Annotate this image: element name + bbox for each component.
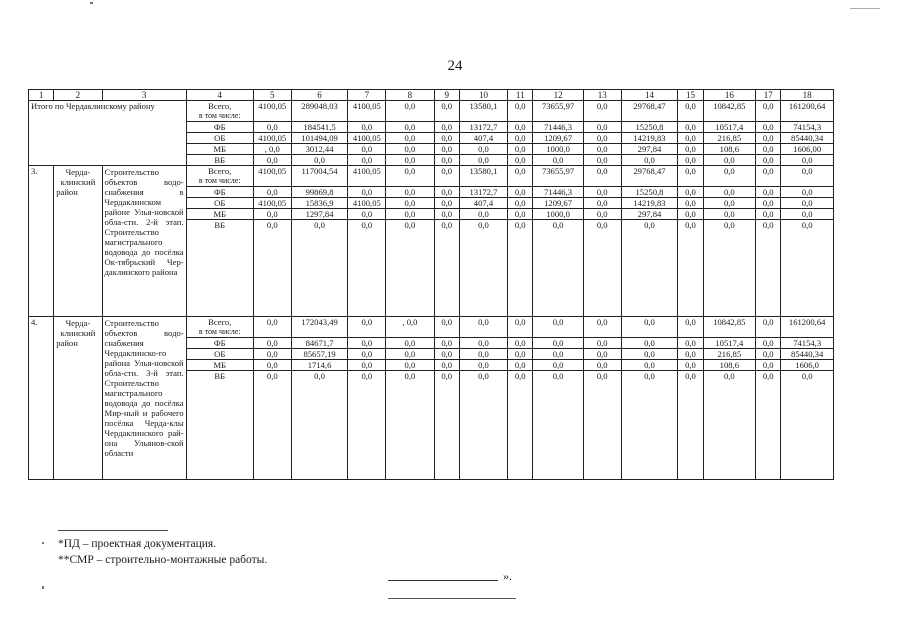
item-number: 3. <box>29 166 54 317</box>
value-cell: 0,0 <box>508 133 533 144</box>
value-cell: 0,0 <box>291 155 348 166</box>
value-cell: 0,0 <box>756 220 781 317</box>
header-cell: 4 <box>186 90 253 101</box>
value-cell: 0,0 <box>781 166 834 187</box>
scan-speck <box>42 542 44 544</box>
scan-speck <box>850 8 880 9</box>
value-cell: 0,0 <box>756 187 781 198</box>
value-cell: 0,0 <box>621 371 678 480</box>
value-cell: 0,0 <box>434 155 459 166</box>
value-cell: 15836,9 <box>291 198 348 209</box>
value-cell: 0,0 <box>703 155 756 166</box>
value-cell: 71446,3 <box>533 187 583 198</box>
value-cell: 0,0 <box>253 349 291 360</box>
value-cell: 0,0 <box>434 144 459 155</box>
value-cell: 0,0 <box>459 317 507 338</box>
funding-source-sub: в том числе: <box>198 176 241 185</box>
value-cell: 297,84 <box>621 144 678 155</box>
value-cell: , 0,0 <box>386 317 434 338</box>
value-cell: 0,0 <box>386 371 434 480</box>
value-cell: 0,0 <box>583 133 621 144</box>
funding-source: Всего, <box>208 166 232 176</box>
value-cell: 0,0 <box>678 133 703 144</box>
value-cell: 0,0 <box>781 209 834 220</box>
value-cell: 108,6 <box>703 144 756 155</box>
value-cell: 0,0 <box>583 101 621 122</box>
value-cell: 0,0 <box>678 220 703 317</box>
value-cell: 4100,05 <box>348 133 386 144</box>
value-cell: 0,0 <box>386 198 434 209</box>
header-cell: 3 <box>102 90 186 101</box>
funding-source-cell <box>186 187 253 198</box>
value-cell: 0,0 <box>583 144 621 155</box>
funding-source-cell <box>186 209 253 220</box>
value-cell: 0,0 <box>459 220 507 317</box>
value-cell: 0,0 <box>459 209 507 220</box>
header-cell: 12 <box>533 90 583 101</box>
value-cell: 0,0 <box>756 144 781 155</box>
header-cell: 2 <box>54 90 102 101</box>
value-cell: 1000,0 <box>533 209 583 220</box>
funding-source: ФБ <box>213 122 226 132</box>
funding-source: ВБ <box>214 155 226 165</box>
value-cell: 0,0 <box>386 122 434 133</box>
funding-source-cell <box>186 155 253 166</box>
signature-line-2 <box>388 598 516 599</box>
value-cell: 0,0 <box>533 371 583 480</box>
value-cell: 0,0 <box>434 166 459 187</box>
value-cell: 0,0 <box>678 360 703 371</box>
value-cell: 0,0 <box>348 349 386 360</box>
value-cell: 216,85 <box>703 133 756 144</box>
value-cell: 0,0 <box>434 198 459 209</box>
value-cell: 0,0 <box>533 155 583 166</box>
header-cell: 15 <box>678 90 703 101</box>
header-cell: 14 <box>621 90 678 101</box>
value-cell: 0,0 <box>386 349 434 360</box>
value-cell: 0,0 <box>386 338 434 349</box>
header-cell: 1 <box>29 90 54 101</box>
value-cell: 85440,34 <box>781 133 834 144</box>
value-cell: 0,0 <box>781 187 834 198</box>
value-cell: 0,0 <box>386 187 434 198</box>
value-cell: 0,0 <box>508 122 533 133</box>
value-cell: 0,0 <box>434 133 459 144</box>
value-cell: 0,0 <box>459 144 507 155</box>
value-cell: 0,0 <box>508 371 533 480</box>
value-cell: 0,0 <box>678 155 703 166</box>
signature-line <box>388 580 498 581</box>
funding-source-cell <box>186 144 253 155</box>
value-cell: 13580,1 <box>459 166 507 187</box>
funding-source-cell <box>186 371 253 480</box>
header-cell: 18 <box>781 90 834 101</box>
scan-speck <box>42 586 44 589</box>
value-cell: 13172,7 <box>459 187 507 198</box>
funding-source: МБ <box>213 144 227 154</box>
value-cell: 0,0 <box>756 166 781 187</box>
value-cell: 0,0 <box>703 209 756 220</box>
header-cell: 9 <box>434 90 459 101</box>
value-cell: 0,0 <box>756 122 781 133</box>
value-cell: 0,0 <box>756 317 781 338</box>
value-cell: 10842,85 <box>703 101 756 122</box>
value-cell: 0,0 <box>434 122 459 133</box>
value-cell: 1714,6 <box>291 360 348 371</box>
value-cell: 0,0 <box>348 317 386 338</box>
value-cell: 0,0 <box>508 338 533 349</box>
header-cell: 7 <box>348 90 386 101</box>
value-cell: 0,0 <box>533 220 583 317</box>
value-cell: 0,0 <box>703 187 756 198</box>
value-cell: 108,6 <box>703 360 756 371</box>
value-cell: 13172,7 <box>459 122 507 133</box>
value-cell: 1209,67 <box>533 133 583 144</box>
value-cell: 0,0 <box>583 317 621 338</box>
header-cell: 16 <box>703 90 756 101</box>
funding-source: ФБ <box>213 187 226 197</box>
value-cell: 0,0 <box>508 144 533 155</box>
value-cell: 73655,97 <box>533 101 583 122</box>
value-cell: 13580,1 <box>459 101 507 122</box>
value-cell: 0,0 <box>621 338 678 349</box>
funding-source: ОБ <box>214 198 226 208</box>
value-cell: 0,0 <box>621 317 678 338</box>
value-cell: 0,0 <box>621 155 678 166</box>
value-cell: 0,0 <box>621 220 678 317</box>
value-cell: 0,0 <box>678 371 703 480</box>
value-cell: 0,0 <box>434 338 459 349</box>
funding-source: ВБ <box>214 220 226 230</box>
value-cell: 0,0 <box>291 371 348 480</box>
value-cell: 0,0 <box>756 209 781 220</box>
value-cell: 0,0 <box>678 101 703 122</box>
item-row <box>29 317 834 338</box>
value-cell: 4100,05 <box>253 101 291 122</box>
value-cell: 0,0 <box>703 220 756 317</box>
value-cell: 0,0 <box>583 198 621 209</box>
value-cell: 0,0 <box>253 122 291 133</box>
header-cell: 8 <box>386 90 434 101</box>
value-cell: 0,0 <box>459 349 507 360</box>
value-cell: 0,0 <box>348 209 386 220</box>
value-cell: 0,0 <box>386 144 434 155</box>
value-cell: 0,0 <box>253 155 291 166</box>
funding-source: Всего, <box>208 317 232 327</box>
value-cell: 0,0 <box>703 198 756 209</box>
value-cell: 4100,05 <box>253 198 291 209</box>
value-cell: 1000,0 <box>533 144 583 155</box>
value-cell: 0,0 <box>703 166 756 187</box>
value-cell: 0,0 <box>781 371 834 480</box>
value-cell: 0,0 <box>756 133 781 144</box>
item-number: 4. <box>29 317 54 480</box>
value-cell: 0,0 <box>348 338 386 349</box>
value-cell: 0,0 <box>583 187 621 198</box>
value-cell: 4100,05 <box>348 101 386 122</box>
value-cell: 0,0 <box>533 317 583 338</box>
value-cell: 407,4 <box>459 133 507 144</box>
value-cell: 0,0 <box>253 187 291 198</box>
value-cell: 0,0 <box>756 371 781 480</box>
value-cell: 1209,67 <box>533 198 583 209</box>
value-cell: 0,0 <box>678 317 703 338</box>
value-cell: 0,0 <box>253 360 291 371</box>
value-cell: 297,84 <box>621 209 678 220</box>
footnote-1: *ПД – проектная документация. <box>58 538 217 550</box>
value-cell: 0,0 <box>348 122 386 133</box>
footnote-2: **СМР – строительно-монтажные работы. <box>58 554 268 566</box>
value-cell: 0,0 <box>253 209 291 220</box>
funding-source: Всего, <box>208 101 232 111</box>
header-cell: 11 <box>508 90 533 101</box>
value-cell: 184541,5 <box>291 122 348 133</box>
item-row <box>29 166 834 187</box>
value-cell: 0,0 <box>678 144 703 155</box>
funding-source-cell <box>186 360 253 371</box>
value-cell: 0,0 <box>348 187 386 198</box>
value-cell: 0,0 <box>386 360 434 371</box>
funding-source-sub: в том числе: <box>198 111 241 120</box>
header-cell: 17 <box>756 90 781 101</box>
value-cell: 29768,47 <box>621 101 678 122</box>
funding-source-cell <box>186 133 253 144</box>
header-cell: 13 <box>583 90 621 101</box>
value-cell: 10517,4 <box>703 338 756 349</box>
value-cell: 0,0 <box>348 155 386 166</box>
total-label: Итого по Чердаклинскому району <box>29 101 187 166</box>
funding-source-cell <box>186 349 253 360</box>
value-cell: 0,0 <box>253 220 291 317</box>
value-cell: 0,0 <box>386 133 434 144</box>
value-cell: 0,0 <box>583 122 621 133</box>
header-cell: 10 <box>459 90 507 101</box>
value-cell: 0,0 <box>678 187 703 198</box>
funding-source-cell <box>186 220 253 317</box>
value-cell: 0,0 <box>781 198 834 209</box>
value-cell: 0,0 <box>781 155 834 166</box>
value-cell: 0,0 <box>583 166 621 187</box>
value-cell: 10517,4 <box>703 122 756 133</box>
total-row <box>29 101 834 122</box>
value-cell: 0,0 <box>756 360 781 371</box>
value-cell: 0,0 <box>533 360 583 371</box>
value-cell: 4100,05 <box>348 198 386 209</box>
value-cell: 0,0 <box>508 101 533 122</box>
value-cell: 0,0 <box>583 209 621 220</box>
value-cell: 161200,64 <box>781 101 834 122</box>
value-cell: 0,0 <box>781 220 834 317</box>
value-cell: 0,0 <box>459 155 507 166</box>
footnotes <box>58 536 267 568</box>
value-cell: 0,0 <box>459 338 507 349</box>
header-cell: 5 <box>253 90 291 101</box>
value-cell: 0,0 <box>756 198 781 209</box>
funding-source: МБ <box>213 209 227 219</box>
value-cell: 0,0 <box>678 198 703 209</box>
value-cell: 14219,83 <box>621 198 678 209</box>
value-cell: 1606,0 <box>781 360 834 371</box>
value-cell: 73655,97 <box>533 166 583 187</box>
value-cell: 0,0 <box>348 360 386 371</box>
value-cell: 0,0 <box>533 338 583 349</box>
value-cell: 0,0 <box>434 317 459 338</box>
value-cell: 0,0 <box>386 155 434 166</box>
value-cell: 0,0 <box>386 220 434 317</box>
funding-source-cell <box>186 101 253 122</box>
value-cell: 0,0 <box>434 187 459 198</box>
value-cell: 0,0 <box>583 155 621 166</box>
scan-speck <box>90 2 93 4</box>
funding-table <box>28 89 834 480</box>
value-cell: 4100,05 <box>348 166 386 187</box>
value-cell: 0,0 <box>434 371 459 480</box>
value-cell: 0,0 <box>434 101 459 122</box>
header-row <box>29 90 834 101</box>
value-cell: 117004,54 <box>291 166 348 187</box>
value-cell: 0,0 <box>508 166 533 187</box>
funding-source-cell <box>186 166 253 187</box>
value-cell: 0,0 <box>756 155 781 166</box>
value-cell: 0,0 <box>756 101 781 122</box>
value-cell: 99869,8 <box>291 187 348 198</box>
value-cell: 289048,03 <box>291 101 348 122</box>
value-cell: 4100,05 <box>253 133 291 144</box>
value-cell: 0,0 <box>508 349 533 360</box>
value-cell: 0,0 <box>459 360 507 371</box>
value-cell: 0,0 <box>386 166 434 187</box>
value-cell: 0,0 <box>434 209 459 220</box>
funding-source-cell <box>186 338 253 349</box>
value-cell: 0,0 <box>348 144 386 155</box>
footnote-rule <box>58 530 168 531</box>
item-description: Строительство объектов водо-снабжения в Чердаклинском районе Улья-новской обла-сти. 2-й этап. Строительство магистрального водовода до посёлка Ок-тябрьский Чер-даклинского района <box>102 166 186 317</box>
value-cell: 0,0 <box>508 187 533 198</box>
value-cell: 0,0 <box>508 360 533 371</box>
value-cell: 101494,09 <box>291 133 348 144</box>
value-cell: 0,0 <box>703 371 756 480</box>
value-cell: 0,0 <box>508 198 533 209</box>
value-cell: 15250,8 <box>621 187 678 198</box>
value-cell: 74154,3 <box>781 338 834 349</box>
value-cell: 0,0 <box>678 122 703 133</box>
value-cell: 0,0 <box>583 220 621 317</box>
funding-source-cell <box>186 122 253 133</box>
value-cell: 0,0 <box>434 349 459 360</box>
value-cell: 0,0 <box>253 338 291 349</box>
value-cell: 0,0 <box>533 349 583 360</box>
value-cell: 15250,8 <box>621 122 678 133</box>
funding-source-sub: в том числе: <box>198 327 241 336</box>
item-district: Черда-клинский район <box>54 166 102 317</box>
value-cell: 85440,34 <box>781 349 834 360</box>
value-cell: 0,0 <box>678 166 703 187</box>
value-cell: 4100,05 <box>253 166 291 187</box>
funding-source: ОБ <box>214 349 226 359</box>
value-cell: 0,0 <box>508 209 533 220</box>
value-cell: 161200,64 <box>781 317 834 338</box>
value-cell: 0,0 <box>508 317 533 338</box>
item-description: Строительство объектов водо-снабжения Чердаклинско-го района Улья-новской обла-сти. 3-й этап. Строительство магистрального водовода до посёлка Мир-ный и рабочего посёлка Черда-клы Чердаклинского рай-она Ульянов-ской области <box>102 317 186 480</box>
value-cell: 0,0 <box>253 317 291 338</box>
value-cell: 1297,84 <box>291 209 348 220</box>
value-cell: 0,0 <box>386 209 434 220</box>
funding-source: ВБ <box>214 371 226 381</box>
value-cell: 0,0 <box>678 209 703 220</box>
value-cell: 10842,85 <box>703 317 756 338</box>
value-cell: 0,0 <box>291 220 348 317</box>
value-cell: 14219,83 <box>621 133 678 144</box>
value-cell: 0,0 <box>508 155 533 166</box>
value-cell: 0,0 <box>508 220 533 317</box>
item-district: Черда-клинский район <box>54 317 102 480</box>
value-cell: 0,0 <box>583 349 621 360</box>
value-cell: 216,85 <box>703 349 756 360</box>
value-cell: 84671,7 <box>291 338 348 349</box>
value-cell: 3012,44 <box>291 144 348 155</box>
value-cell: 71446,3 <box>533 122 583 133</box>
value-cell: 0,0 <box>756 338 781 349</box>
value-cell: 0,0 <box>583 360 621 371</box>
value-cell: 0,0 <box>756 349 781 360</box>
value-cell: 0,0 <box>621 360 678 371</box>
value-cell: 172043,49 <box>291 317 348 338</box>
value-cell: 0,0 <box>348 371 386 480</box>
value-cell: 0,0 <box>434 220 459 317</box>
value-cell: 0,0 <box>253 371 291 480</box>
funding-source-cell <box>186 198 253 209</box>
value-cell: 0,0 <box>678 338 703 349</box>
value-cell: 0,0 <box>583 338 621 349</box>
value-cell: 0,0 <box>386 101 434 122</box>
value-cell: 0,0 <box>621 349 678 360</box>
funding-source: МБ <box>213 360 227 370</box>
value-cell: 29768,47 <box>621 166 678 187</box>
funding-source: ФБ <box>213 338 226 348</box>
value-cell: , 0,0 <box>253 144 291 155</box>
funding-source-cell <box>186 317 253 338</box>
value-cell: 0,0 <box>678 349 703 360</box>
value-cell: 0,0 <box>348 220 386 317</box>
page-number: 24 <box>447 58 463 74</box>
closing-quote: ». <box>503 569 512 583</box>
value-cell: 0,0 <box>434 360 459 371</box>
value-cell: 0,0 <box>459 371 507 480</box>
value-cell: 85657,19 <box>291 349 348 360</box>
value-cell: 0,0 <box>583 371 621 480</box>
header-cell: 6 <box>291 90 348 101</box>
value-cell: 407,4 <box>459 198 507 209</box>
value-cell: 1606,00 <box>781 144 834 155</box>
funding-source: ОБ <box>214 133 226 143</box>
value-cell: 74154,3 <box>781 122 834 133</box>
